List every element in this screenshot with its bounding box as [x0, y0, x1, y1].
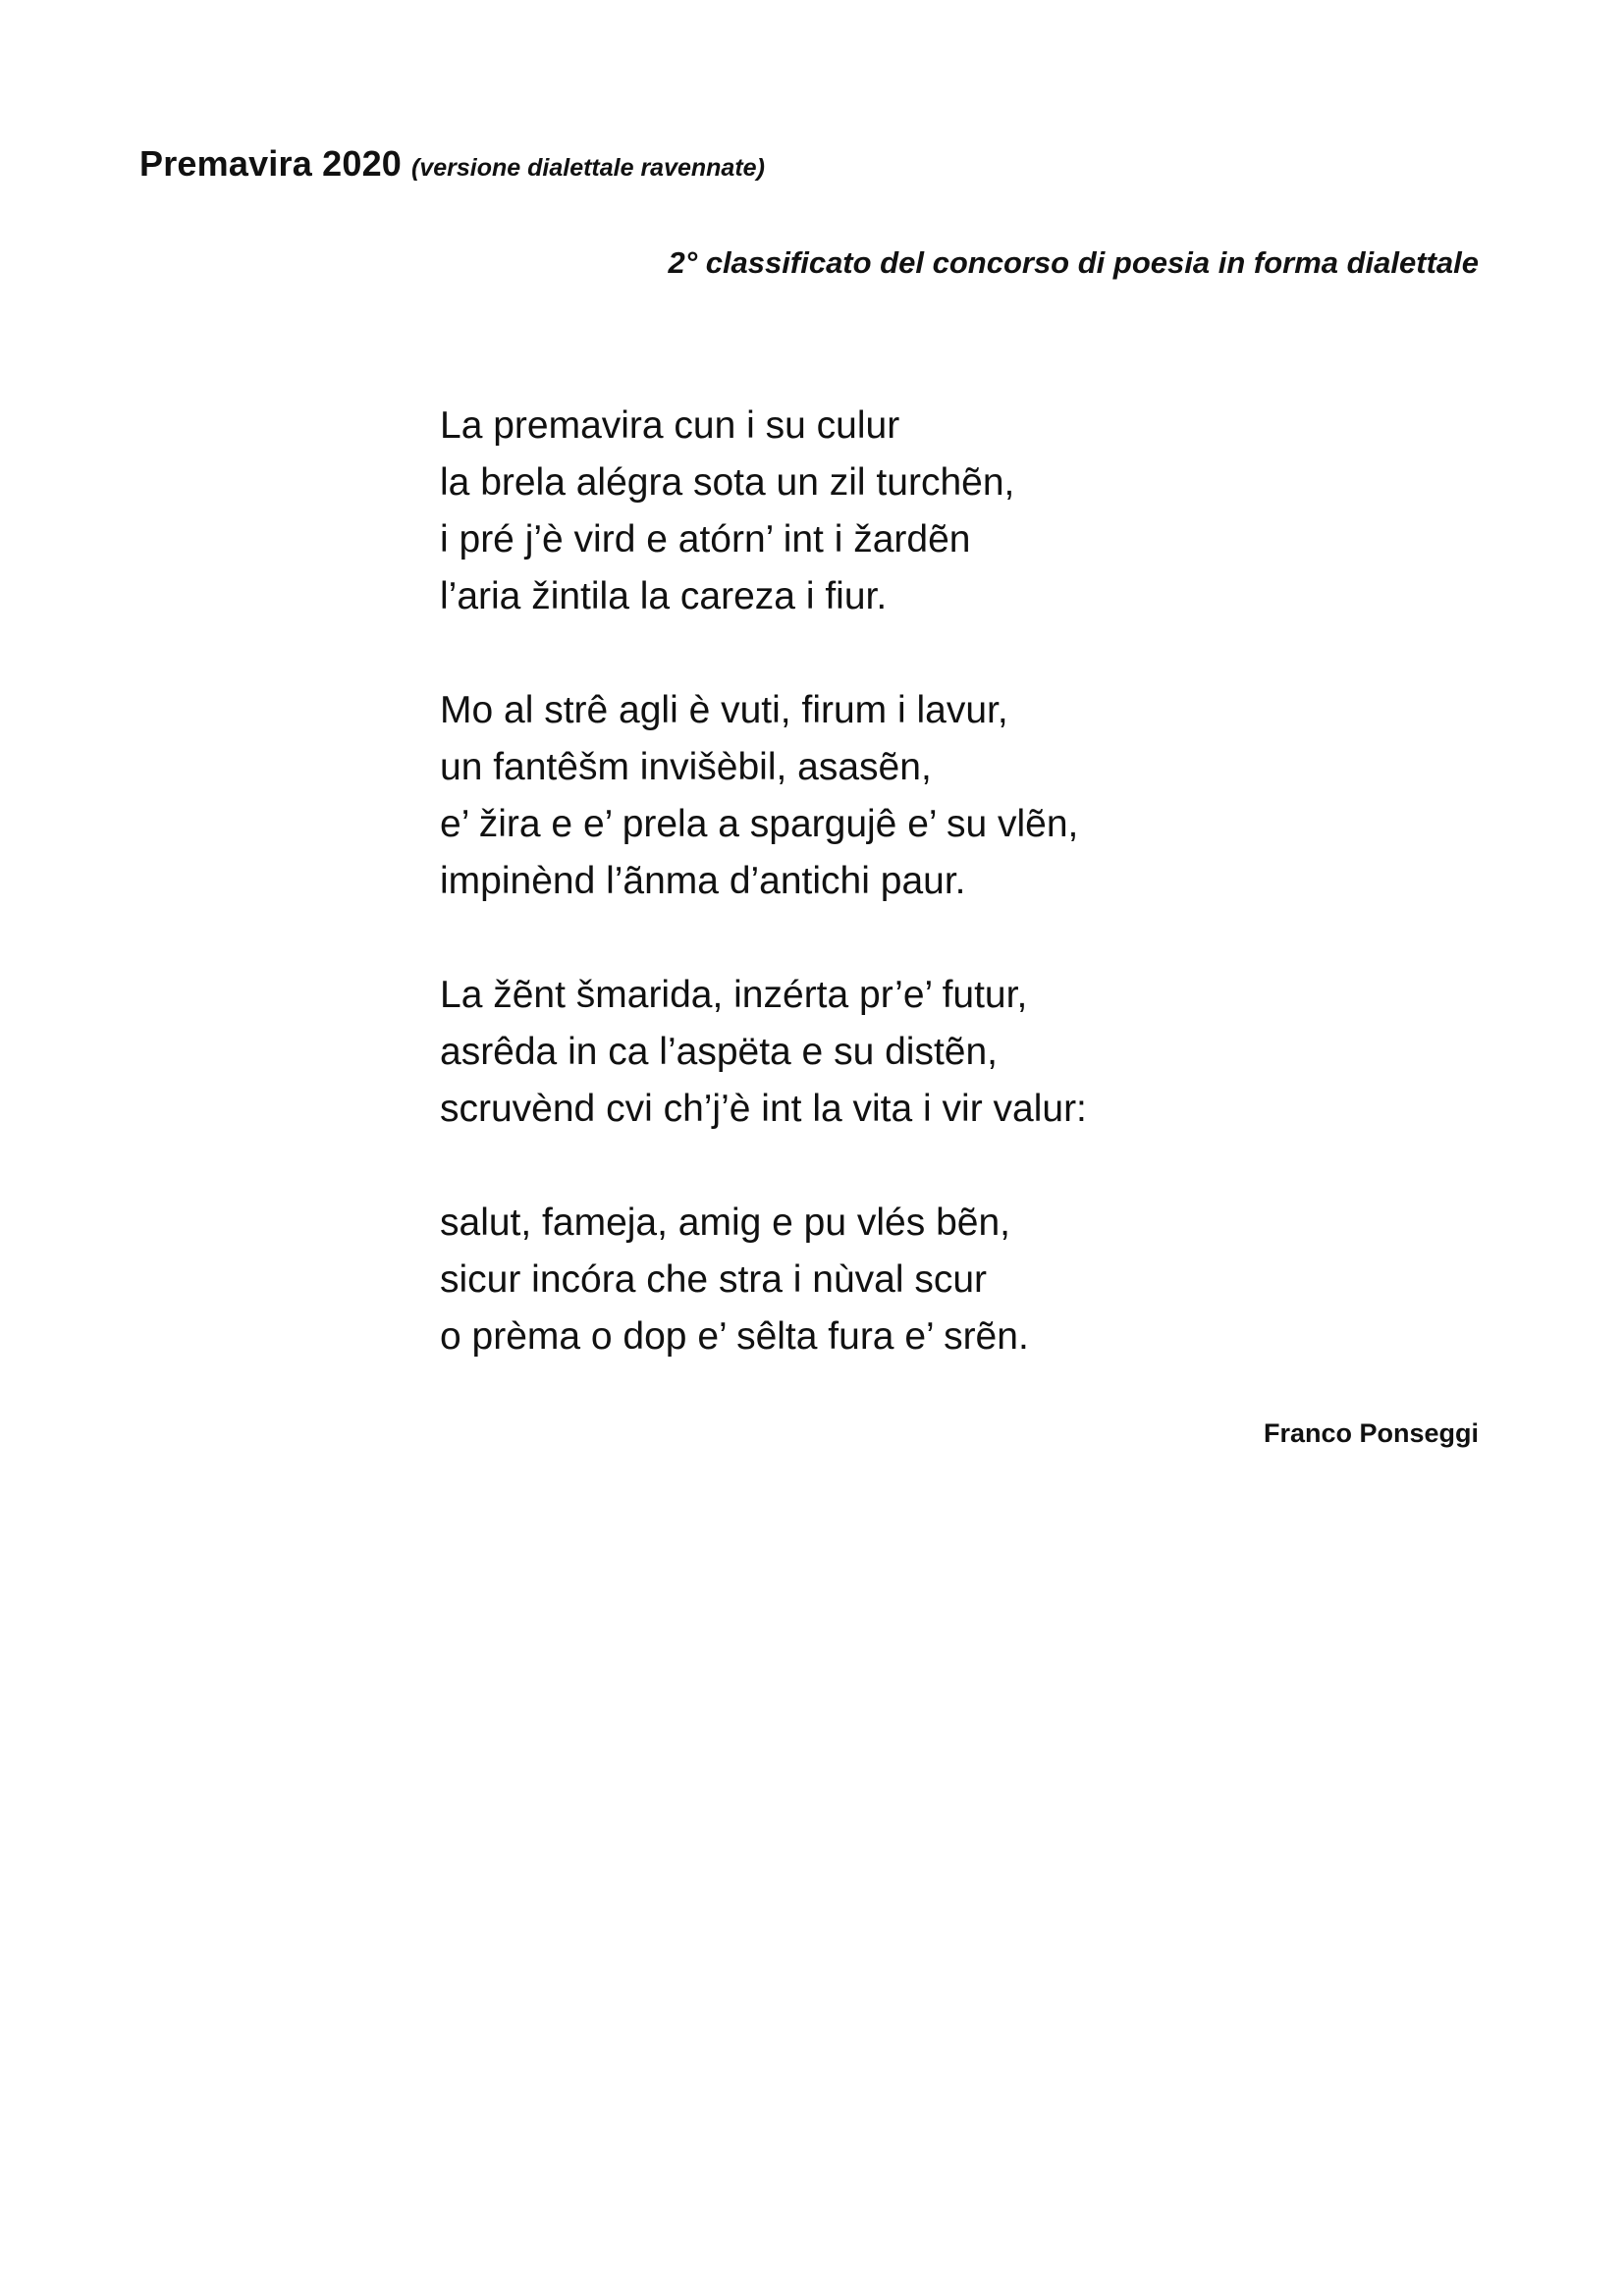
title-line	[139, 143, 765, 185]
verse-line: La žẽnt šmarida, inzérta pr’e’ futur,	[440, 974, 1028, 1016]
stanza-4	[440, 1195, 1087, 1365]
author-signature: Franco Ponseggi	[1263, 1418, 1479, 1448]
verse-line: impinènd l’ãnma d’antichi paur.	[440, 860, 966, 902]
poem-title: Premavira 2020	[139, 143, 403, 184]
verse-line: e’ žira e e’ prela a spargujê e’ su vlẽn,	[440, 803, 1079, 845]
stanza-1	[440, 398, 1087, 625]
poem-body	[440, 398, 1087, 1422]
stanza-2	[440, 682, 1087, 910]
verse-line: sicur incóra che stra i nùval scur	[440, 1258, 988, 1301]
verse-line: o prèma o dop e’ sêlta fura e’ srẽn.	[440, 1315, 1029, 1358]
verse-line: un fantêšm invišèbil, asasẽn,	[440, 746, 932, 788]
verse-line: scruvènd cvi ch’j’è int la vita i vir valur:	[440, 1088, 1087, 1130]
verse-line: salut, fameja, amig e pu vlés bẽn,	[440, 1201, 1010, 1244]
verse-line: asrêda in ca l’aspëta e su distẽn,	[440, 1031, 999, 1073]
verse-line: Mo al strê agli è vuti, firum i lavur,	[440, 689, 1008, 731]
stanza-3	[440, 967, 1087, 1138]
verse-line: La premavira cun i su culur	[440, 404, 900, 447]
title-note: (versione dialettale ravennate)	[411, 154, 765, 182]
verse-line: l’aria žintila la careza i fiur.	[440, 575, 888, 617]
verse-line: i pré j’è vird e atórn’ int i žardẽn	[440, 518, 971, 561]
verse-line: la brela alégra sota un zil turchẽn,	[440, 461, 1015, 504]
award-note: 2° classificato del concorso di poesia in forma dialettale	[668, 245, 1479, 280]
